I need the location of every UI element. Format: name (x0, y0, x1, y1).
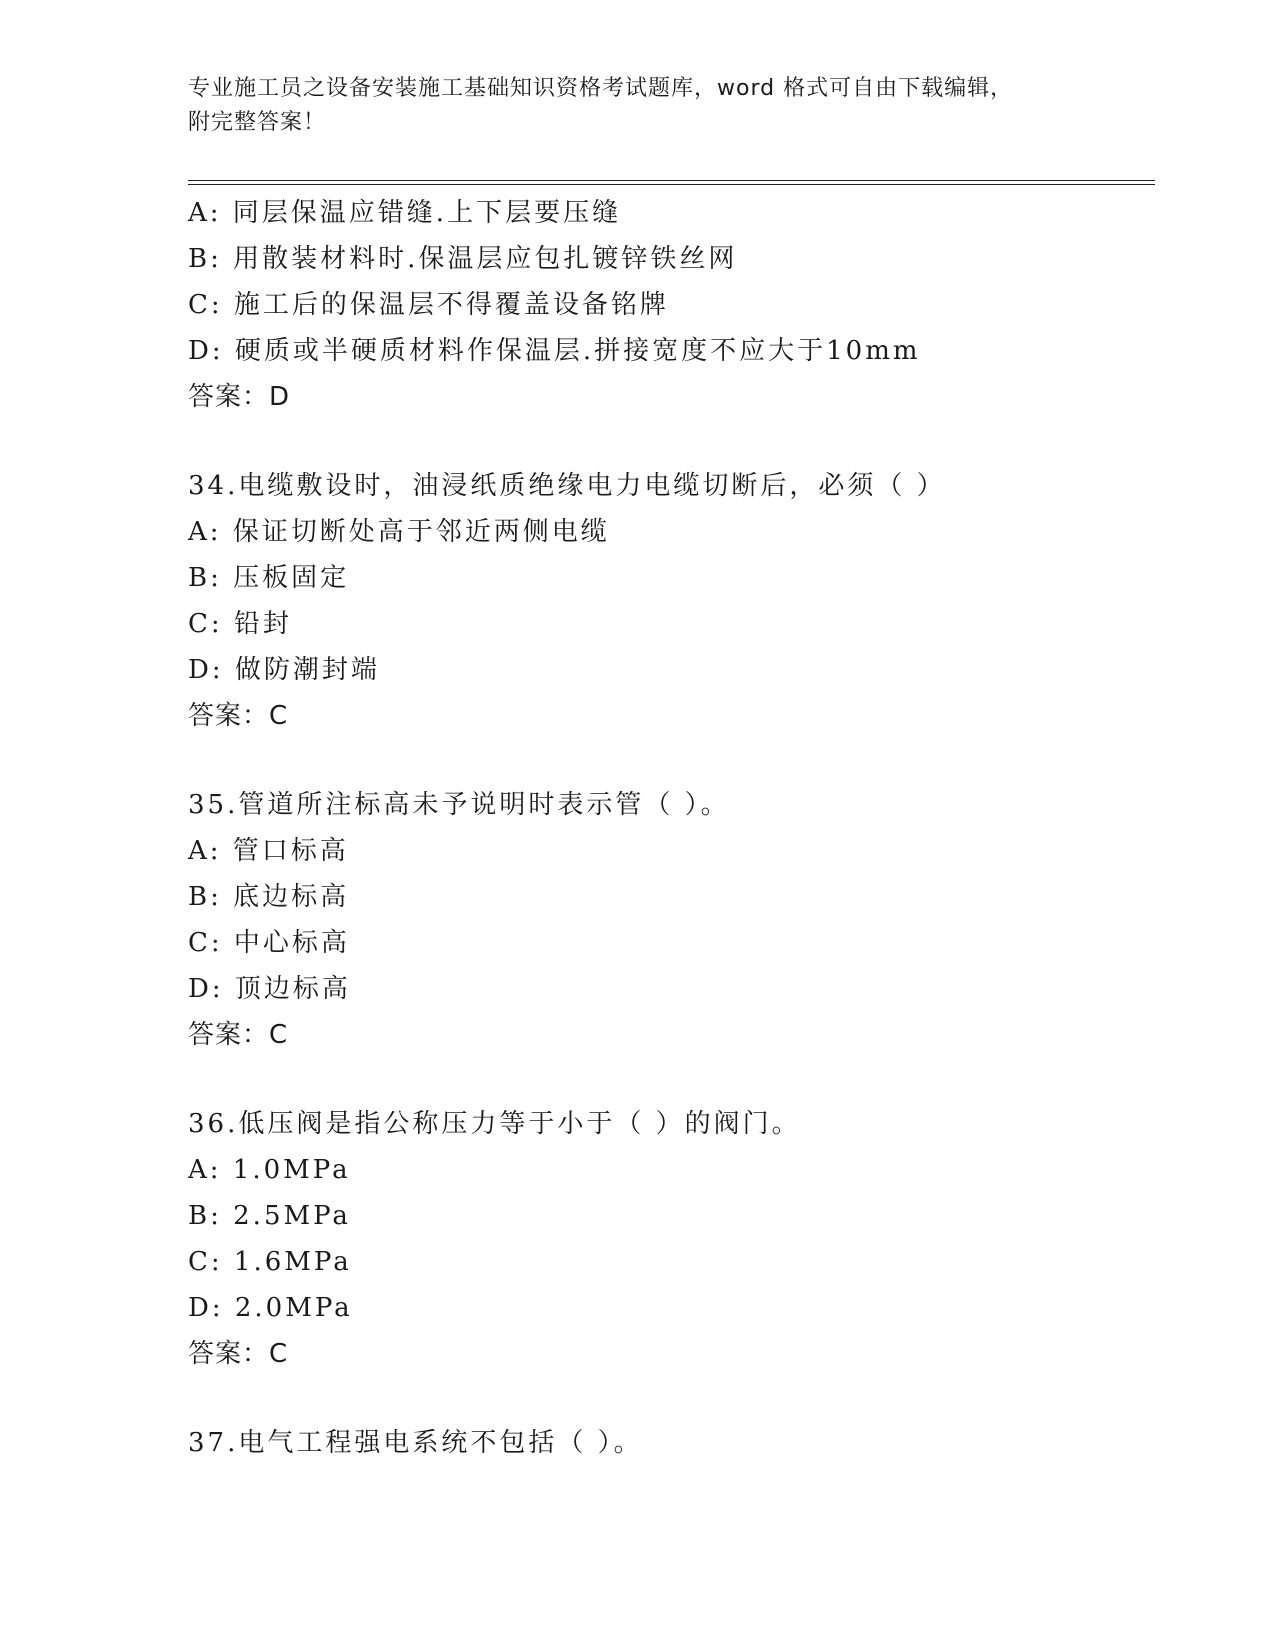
option-d: D: 硬质或半硬质材料作保温层.拼接宽度不应大于10mm (188, 336, 921, 366)
option-a: A: 1.0MPa (188, 1155, 351, 1185)
option-a: A: 同层保温应错缝.上下层要压缝 (188, 198, 622, 228)
document-header (188, 72, 1068, 140)
question-block-35 (188, 782, 1155, 1058)
option-b: B: 压板固定 (188, 563, 350, 593)
option-a: A: 管口标高 (188, 836, 349, 866)
question-block-34 (188, 463, 1155, 739)
option-c: C: 1.6MPa (188, 1247, 352, 1277)
question-text: 36.低压阀是指公称压力等于小于（ ）的阀门。 (188, 1109, 801, 1139)
answer-text: 答案：C (188, 1339, 289, 1369)
option-c: C: 铅封 (188, 609, 292, 639)
question-block-36 (188, 1101, 1155, 1377)
header-divider-bottom (188, 184, 1155, 185)
answer-text: 答案：D (188, 382, 291, 412)
question-block-33 (188, 190, 1155, 420)
option-b: B: 底边标高 (188, 882, 350, 912)
option-c: C: 中心标高 (188, 928, 350, 958)
option-a: A: 保证切断处高于邻近两侧电缆 (188, 517, 610, 547)
question-list (188, 190, 1155, 1466)
option-c: C: 施工后的保温层不得覆盖设备铭牌 (188, 290, 669, 320)
question-text: 35.管道所注标高未予说明时表示管（ ）。 (188, 790, 730, 820)
option-d: D: 顶边标高 (188, 974, 351, 1004)
answer-text: 答案：C (188, 701, 289, 731)
question-block-37 (188, 1420, 1155, 1466)
answer-text: 答案：C (188, 1020, 289, 1050)
option-d: D: 做防潮封端 (188, 655, 380, 685)
header-line-1: 专业施工员之设备安装施工基础知识资格考试题库，word 格式可自由下载编辑， (188, 76, 1014, 101)
header-line-2: 附完整答案！ (188, 110, 327, 135)
header-divider-top (188, 180, 1155, 181)
question-text: 37.电气工程强电系统不包括（ ）。 (188, 1428, 643, 1458)
option-d: D: 2.0MPa (188, 1293, 353, 1323)
option-b: B: 2.5MPa (188, 1201, 351, 1231)
option-b: B: 用散装材料时.保温层应包扎镀锌铁丝网 (188, 244, 738, 274)
question-text: 34.电缆敷设时，油浸纸质绝缘电力电缆切断后，必须（ ） (188, 471, 946, 501)
